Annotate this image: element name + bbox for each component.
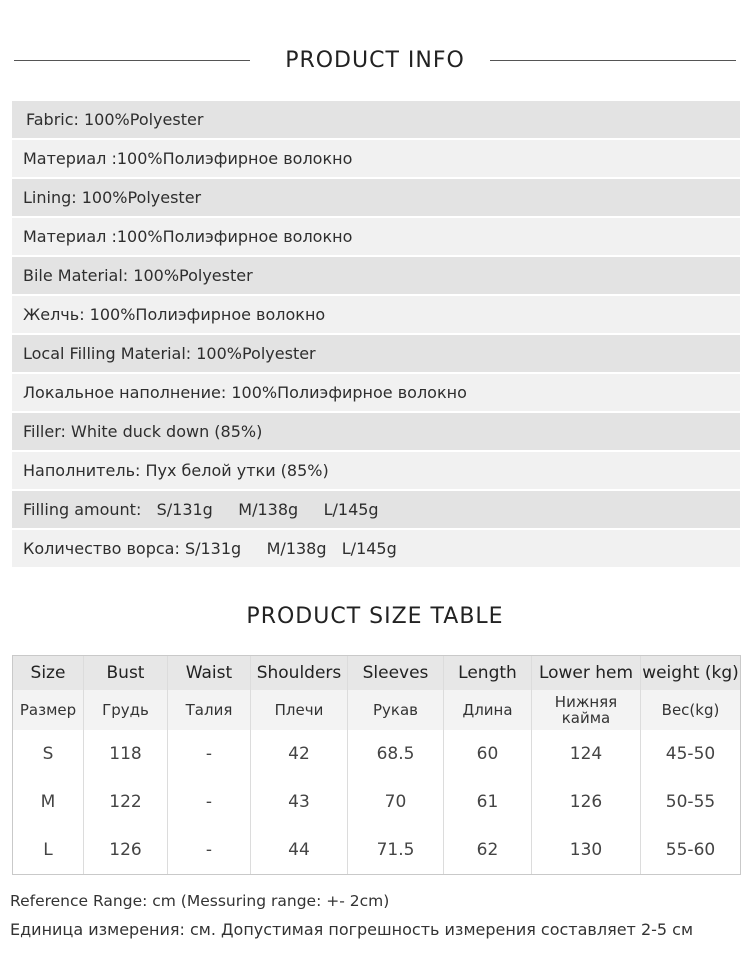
table-cell: 55-60	[641, 826, 741, 875]
info-row-filler-ru: Наполнитель: Пух белой утки (85%)	[12, 452, 740, 489]
table-cell: 44	[251, 826, 348, 875]
header-weight-ru: Вес(kg)	[641, 690, 741, 730]
header-length-ru: Длина	[444, 690, 532, 730]
info-row-bile-material-ru: Желчь: 100%Полиэфирное волокно	[12, 296, 740, 333]
header-size-ru: Размер	[13, 690, 84, 730]
table-cell: M	[13, 778, 84, 826]
info-row-filling-amount: Filling amount: S/131g M/138g L/145g	[12, 491, 740, 528]
info-row-local-filling-ru: Локальное наполнение: 100%Полиэфирное волокно	[12, 374, 740, 411]
table-cell: 62	[444, 826, 532, 875]
header-length: Length	[444, 656, 532, 691]
heading-divider-right	[490, 60, 736, 61]
table-cell: 43	[251, 778, 348, 826]
header-bust: Bust	[84, 656, 168, 691]
table-cell: -	[168, 826, 251, 875]
table-cell: 68.5	[348, 730, 444, 778]
info-row-lining-ru: Материал :100%Полиэфирное волокно	[12, 218, 740, 255]
table-cell: -	[168, 778, 251, 826]
header-lower-hem-ru: Нижняя кайма	[532, 690, 641, 730]
size-table-title: PRODUCT SIZE TABLE	[234, 604, 515, 629]
header-sleeves-ru: Рукав	[348, 690, 444, 730]
info-row-bile-material: Bile Material: 100%Polyester	[12, 257, 740, 294]
table-row	[13, 730, 741, 778]
product-info-title: PRODUCT INFO	[273, 48, 477, 73]
table-cell: 126	[84, 826, 168, 875]
table-row	[13, 826, 741, 875]
header-size: Size	[13, 656, 84, 691]
header-sleeves: Sleeves	[348, 656, 444, 691]
table-cell: S	[13, 730, 84, 778]
table-cell: 130	[532, 826, 641, 875]
info-row-filling-amount-ru: Количество ворса: S/131g M/138g L/145g	[12, 530, 740, 567]
info-row-lining: Lining: 100%Polyester	[12, 179, 740, 216]
header-lower-hem: Lower hem	[532, 656, 641, 691]
table-cell: -	[168, 730, 251, 778]
info-row-fabric: Fabric: 100%Polyester	[12, 101, 740, 138]
table-cell: 124	[532, 730, 641, 778]
size-table-heading	[0, 600, 750, 632]
size-table-header-row	[13, 656, 741, 691]
table-cell: 42	[251, 730, 348, 778]
table-cell: 60	[444, 730, 532, 778]
size-table-header-row-ru	[13, 690, 741, 730]
table-cell: 118	[84, 730, 168, 778]
measurement-note: Reference Range: cm (Messuring range: +- 2cm)	[10, 892, 390, 910]
header-weight: weight (kg)	[641, 656, 741, 691]
header-waist-ru: Талия	[168, 690, 251, 730]
product-info-list	[12, 101, 740, 569]
measurement-note-ru: Единица измерения: см. Допустимая погрешность измерения составляет 2-5 см	[10, 920, 694, 939]
size-table	[12, 655, 741, 875]
header-shoulders: Shoulders	[251, 656, 348, 691]
table-cell: 70	[348, 778, 444, 826]
table-cell: 61	[444, 778, 532, 826]
heading-divider-left	[14, 60, 250, 61]
table-cell: 71.5	[348, 826, 444, 875]
header-bust-ru: Грудь	[84, 690, 168, 730]
info-row-filler: Filler: White duck down (85%)	[12, 413, 740, 450]
table-cell: 50-55	[641, 778, 741, 826]
table-cell: 126	[532, 778, 641, 826]
info-row-local-filling: Local Filling Material: 100%Polyester	[12, 335, 740, 372]
table-cell: L	[13, 826, 84, 875]
table-cell: 122	[84, 778, 168, 826]
header-waist: Waist	[168, 656, 251, 691]
product-info-heading	[0, 44, 750, 76]
header-shoulders-ru: Плечи	[251, 690, 348, 730]
table-row	[13, 778, 741, 826]
info-row-fabric-ru: Материал :100%Полиэфирное волокно	[12, 140, 740, 177]
table-cell: 45-50	[641, 730, 741, 778]
